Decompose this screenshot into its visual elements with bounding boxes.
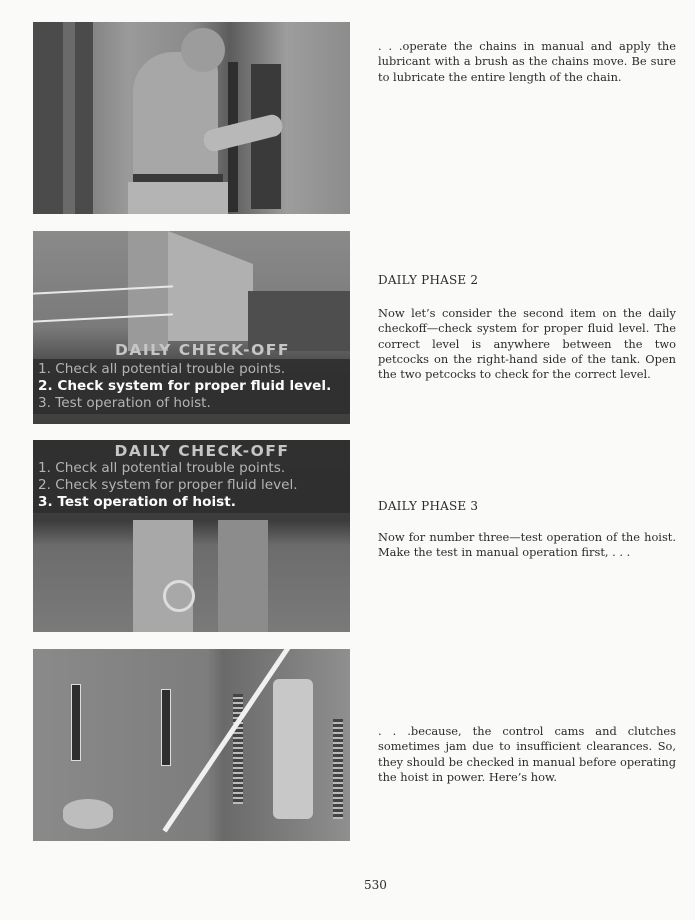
photo-lubricate-chains — [33, 22, 350, 214]
paragraph-phase-2: Now let’s consider the second item on the daily checkoff—check system for proper fluid level. The correct level is anywhere between the two petcocks on the right-hand side of the tank. Open the two petcocks to check for the correct level. — [378, 306, 676, 382]
heading-daily-phase-3: DAILY PHASE 3 — [378, 499, 479, 513]
worker-head — [181, 28, 225, 72]
housing-base — [63, 799, 113, 829]
checkoff-item: 1. Check all potential trouble points. — [38, 361, 286, 377]
hoist-controls — [218, 520, 268, 632]
paragraph-control-cams: . . .because, the control cams and clutches sometimes jam due to insufficient clearances. So, they should be checked in manual before operating the hoist in power. Here’s how. — [378, 724, 676, 784]
handwheel — [163, 580, 195, 612]
sight-slot — [161, 689, 171, 766]
heading-daily-phase-2: DAILY PHASE 2 — [378, 273, 479, 287]
door-frame-edge — [63, 22, 75, 214]
fluid-tank — [168, 231, 253, 341]
photo-control-cams — [33, 649, 350, 841]
daily-checkoff-overlay — [33, 440, 350, 513]
spring — [333, 719, 343, 819]
daily-checkoff-overlay — [33, 341, 350, 414]
sight-slot — [71, 684, 81, 761]
checkoff-item: 3. Test operation of hoist. — [38, 395, 211, 411]
checkoff-item: 1. Check all potential trouble points. — [38, 460, 286, 476]
paragraph-lubricate-chains: . . .operate the chains in manual and apply the lubricant with a brush as the chains move. Be sure to lubricate the entire length of the chain. — [378, 39, 676, 84]
worker-pants — [128, 182, 228, 214]
checkoff-title: DAILY CHECK-OFF — [114, 442, 290, 460]
photo-check-fluid-level — [33, 231, 350, 424]
page-number: 530 — [364, 878, 387, 892]
checkoff-list — [33, 359, 350, 414]
support-beam — [128, 231, 168, 351]
checkoff-item-highlighted: 2. Check system for proper fluid level. — [38, 378, 332, 394]
checkoff-title: DAILY CHECK-OFF — [115, 341, 290, 359]
hoist-column — [133, 520, 193, 632]
checkoff-item: 2. Check system for proper fluid level. — [38, 477, 298, 493]
checkoff-item-highlighted: 3. Test operation of hoist. — [38, 494, 236, 510]
worker-belt — [133, 174, 223, 182]
photo-test-hoist — [33, 440, 350, 632]
paragraph-phase-3: Now for number three—test operation of the hoist. Make the test in manual operation first, . . . — [378, 530, 676, 560]
checkoff-list — [33, 440, 350, 513]
control-cam-clutch — [273, 679, 313, 819]
